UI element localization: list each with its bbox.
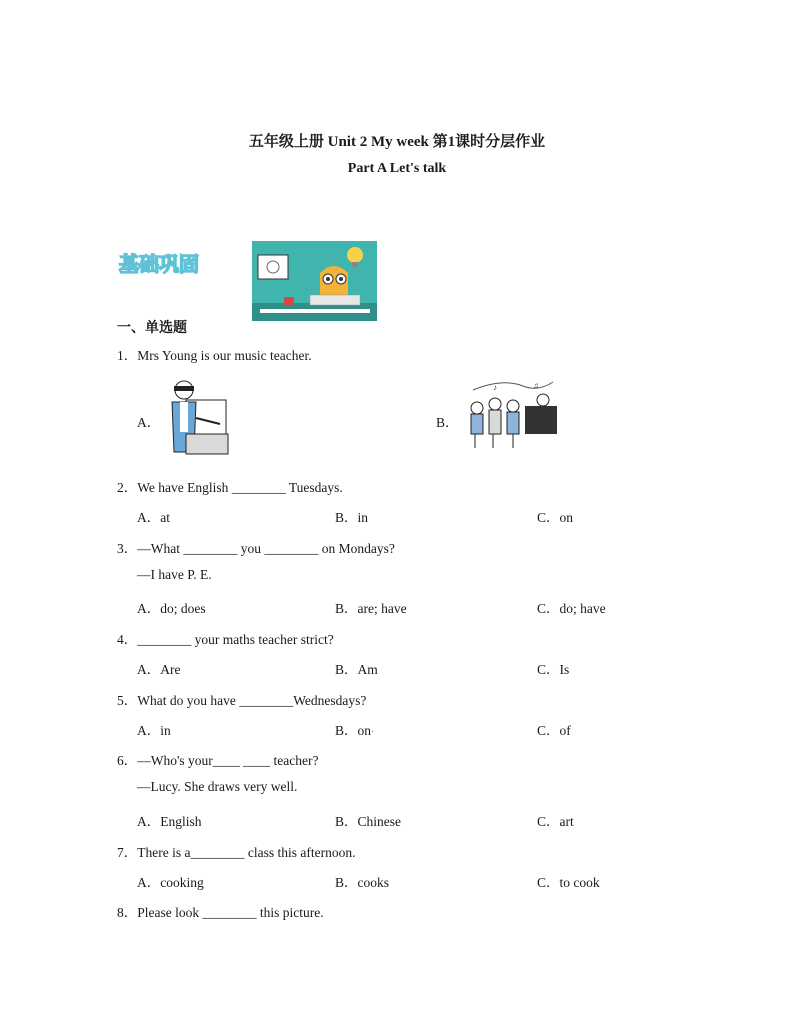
option-3-a[interactable]: A．do; does	[137, 601, 206, 616]
option-7-b[interactable]: B．cooks	[335, 875, 390, 890]
music-class-picture	[463, 378, 563, 452]
option-4-c[interactable]: C．Is	[537, 662, 570, 677]
question-3: 3．—What ________ you ________ on Mondays?	[117, 541, 395, 556]
question-5: 5．What do you have ________Wednesdays?	[117, 693, 367, 708]
option-2-a[interactable]: A．at	[137, 510, 170, 525]
banner-label: 基础巩固	[119, 252, 199, 276]
question-8: 8．Please look ________ this picture.	[117, 905, 324, 920]
option-3-b[interactable]: B．are; have	[335, 601, 407, 616]
option-4-b[interactable]: B．Am	[335, 662, 378, 677]
question-2: 2．We have English ________ Tuesdays.	[117, 480, 343, 495]
option-1-a[interactable]: A．	[137, 415, 161, 430]
option-6-c[interactable]: C．art	[537, 814, 574, 829]
question-6: 6．—Who's your____ ____ teacher?	[117, 753, 319, 768]
svg-text:♪: ♪	[493, 383, 497, 392]
option-7-c[interactable]: C．to cook	[537, 875, 600, 890]
option-5-b[interactable]: B．on·	[335, 723, 375, 738]
option-6-a[interactable]: A．English	[137, 814, 202, 829]
question-1: 1．Mrs Young is our music teacher.	[117, 348, 312, 363]
question-4: 4．________ your maths teacher strict?	[117, 632, 334, 647]
option-5-c[interactable]: C．of	[537, 723, 571, 738]
option-4-a[interactable]: A．Are	[137, 662, 181, 677]
question-7: 7．There is a________ class this afternoon.	[117, 845, 356, 860]
worksheet-subtitle: Part A Let's talk	[347, 161, 447, 176]
teacher-illustration	[252, 241, 377, 321]
option-7-a[interactable]: A．cooking	[137, 875, 204, 890]
option-2-b[interactable]: B．in	[335, 510, 369, 525]
option-2-c[interactable]: C．on	[537, 510, 574, 525]
option-6-b[interactable]: B．Chinese	[335, 814, 402, 829]
option-3-c[interactable]: C．do; have	[537, 601, 606, 616]
question-3-answer-line: —I have P. E.	[137, 567, 212, 582]
stray-mark: ·	[371, 727, 375, 738]
option-5-a[interactable]: A．in	[137, 723, 171, 738]
question-6-answer-line: —Lucy. She draws very well.	[137, 779, 298, 794]
section-title: 一、单选题	[117, 320, 187, 336]
teacher-man-picture	[160, 378, 230, 456]
worksheet-title: 五年级上册 Unit 2 My week 第1课时分层作业	[248, 134, 546, 150]
svg-text:♫: ♫	[533, 381, 539, 390]
section-banner-image	[117, 249, 213, 277]
option-1-b[interactable]: B．	[436, 415, 459, 430]
